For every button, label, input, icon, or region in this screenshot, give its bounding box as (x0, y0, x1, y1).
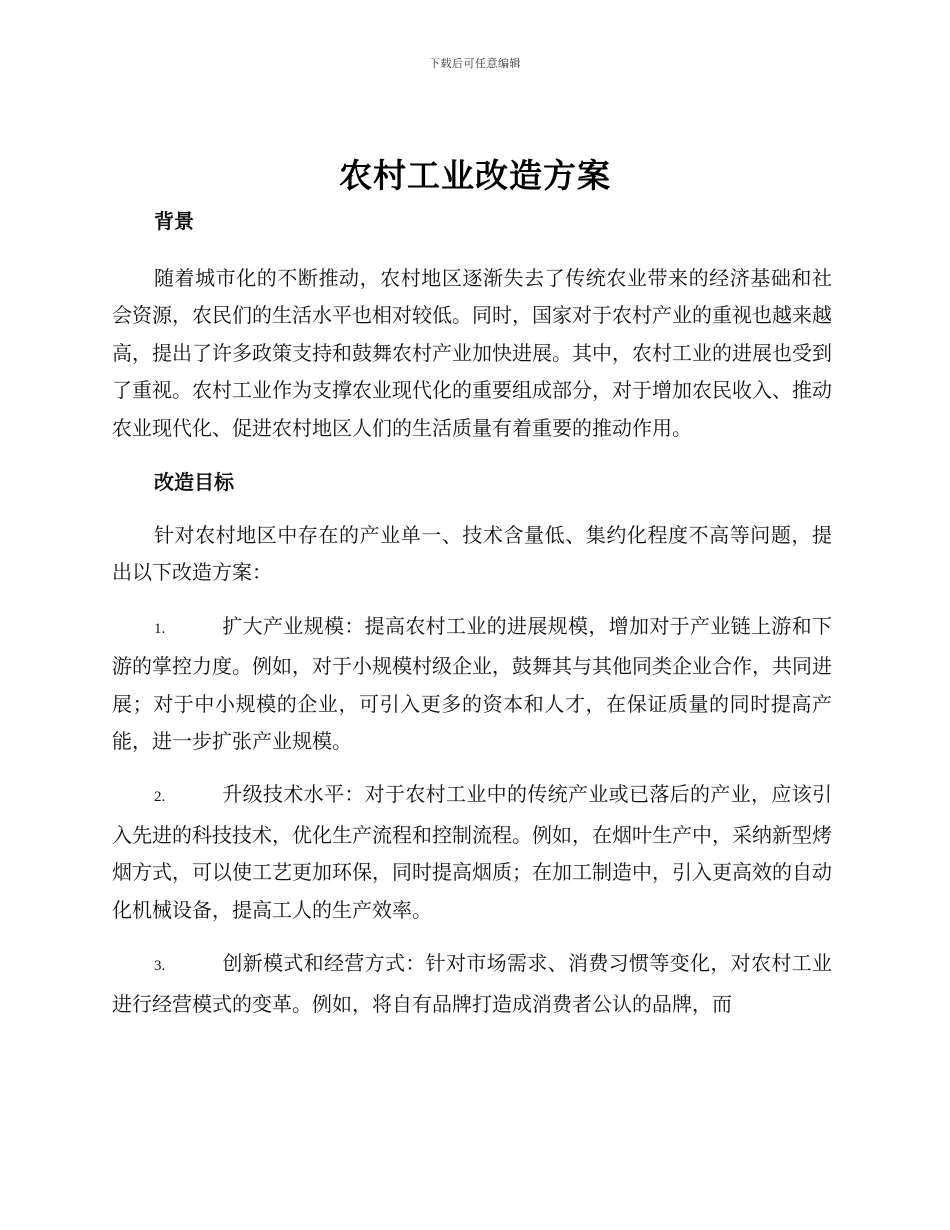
list-item-number: 2. (154, 789, 166, 806)
list-item-number: 1. (154, 620, 166, 637)
section-heading-background: 背景 (154, 209, 194, 233)
list-item-text: 创新模式和经营方式：针对市场需求、消费习惯等变化，对农村工业进行经营模式的变革。例如，将自有品牌打造成消费者公认的品牌，而 (112, 951, 832, 1016)
header-note: 下载后可任意编辑 (429, 57, 521, 70)
list-item (112, 945, 832, 1023)
section-heading-goals: 改造目标 (154, 470, 234, 495)
list-item-text: 升级技术水平：对于农村工业中的传统产业或已落后的产业，应该引入先进的科技技术，优化生产流程和控制流程。例如，在烟叶生产中，采纳新型烤烟方式，可以使工艺更加环保，同时提高烟质；在加工制造中，引入更高效的自动化机械设备，提高工人的生产效率。 (112, 782, 832, 922)
document-title: 农村工业改造方案 (339, 156, 611, 195)
list-item (112, 608, 832, 761)
list-item-text: 扩大产业规模：提高农村工业的进展规模，增加对于产业链上游和下游的掌控力度。例如，对于小规模村级企业，鼓舞其与其他同类企业合作，共同进展；对于中小规模的企业，可引入更多的资本和人才，在保证质量的同时提高产能，进一步扩张产业规模。 (112, 613, 832, 754)
list-item (112, 776, 832, 929)
goals-intro-paragraph: 针对农村地区中存在的产业单一、技术含量低、集约化程度不高等问题，提出以下改造方案： (112, 523, 832, 585)
background-paragraph: 随着城市化的不断推动，农村地区逐渐失去了传统农业带来的经济基础和社会资源，农民们的生活水平也相对较低。同时，国家对于农村产业的重视也越来越高，提出了许多政策支持和鼓舞农村产业加快进展。其中，农村工业的进展也受到了重视。农村工业作为支撑农业现代化的重要组成部分，对于增加农民收入、推动农业现代化、促进农村地区人们的生活质量有着重要的推动作用。 (112, 266, 832, 440)
document-body (112, 206, 832, 1023)
list-item-number: 3. (154, 958, 166, 975)
